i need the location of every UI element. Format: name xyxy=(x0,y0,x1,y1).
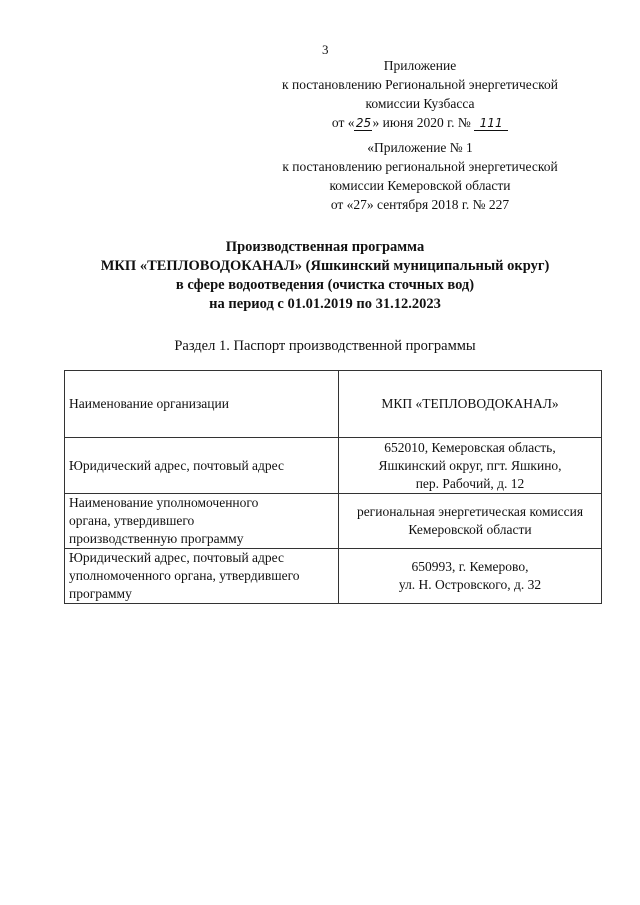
table-row xyxy=(65,371,602,438)
handwritten-number: 111 xyxy=(474,116,508,131)
cell-line: 650993, г. Кемерово, xyxy=(411,559,529,574)
title-line-1: Производственная программа xyxy=(225,239,425,255)
cell-line: Наименование организации xyxy=(69,396,229,411)
passport-table xyxy=(64,370,602,604)
cell-line: 652010, Кемеровская область, xyxy=(384,439,556,455)
date-middle: » июня 2020 г. № xyxy=(372,115,471,130)
page-number: 3 xyxy=(322,42,329,57)
original-commission-line: комиссии Кемеровской области xyxy=(329,178,511,193)
row-label-cell xyxy=(65,549,339,604)
cell-line: уполномоченного органа, утвердившего xyxy=(69,568,300,583)
original-resolution-line: к постановлению региональной энергетической xyxy=(282,159,558,174)
cell-line: региональная энергетическая комиссия xyxy=(356,504,584,519)
table-row xyxy=(65,438,602,494)
cell-line: Юридический адрес, почтовый адрес xyxy=(69,457,284,473)
row-label-cell xyxy=(65,494,339,549)
table-row xyxy=(65,494,602,549)
cell-line: Юридический адрес, почтовый адрес xyxy=(69,550,284,565)
row-value-cell xyxy=(339,494,602,549)
row-label-cell xyxy=(65,438,339,494)
cell-line: Яшкинский округ, пгт. Яшкино, xyxy=(378,457,562,473)
original-date-line: от «27» сентября 2018 г. № 227 xyxy=(330,197,510,212)
appendix-date-line xyxy=(240,113,600,132)
date-prefix: от « xyxy=(331,115,355,130)
cell-line: Кемеровской области xyxy=(408,522,532,537)
title-line-2: МКП «ТЕПЛОВОДОКАНАЛ» (Яшкинский муниципальный округ) xyxy=(100,258,550,274)
cell-line: ул. Н. Островского, д. 32 xyxy=(398,577,542,592)
cell-line: Наименование уполномоченного xyxy=(69,495,259,510)
section-heading: Раздел 1. Паспорт производственной программы xyxy=(174,338,476,354)
row-value-cell xyxy=(339,438,602,494)
table-row xyxy=(65,549,602,604)
appendix-title: Приложение xyxy=(383,58,457,73)
cell-line: пер. Рабочий, д. 12 xyxy=(415,475,525,491)
original-appendix-title: «Приложение № 1 xyxy=(367,140,473,155)
appendix-header-current xyxy=(240,56,600,132)
cell-line: производственную программу xyxy=(69,531,244,546)
title-line-3: в сфере водоотведения (очистка сточных вод) xyxy=(175,277,475,293)
row-label-cell xyxy=(65,371,339,438)
appendix-resolution-line: к постановлению Региональной энергетической xyxy=(282,77,558,92)
cell-line: МКП «ТЕПЛОВОДОКАНАЛ» xyxy=(381,396,559,411)
title-line-4: на период с 01.01.2019 по 31.12.2023 xyxy=(209,296,441,312)
cell-line: программу xyxy=(69,586,132,601)
cell-line: органа, утвердившего xyxy=(69,513,195,528)
appendix-commission-line: комиссии Кузбасса xyxy=(365,96,475,111)
row-value-cell xyxy=(339,371,602,438)
handwritten-day: 25 xyxy=(355,116,372,130)
document-title xyxy=(40,238,610,314)
row-value-cell xyxy=(339,549,602,604)
appendix-header-original xyxy=(240,138,600,214)
